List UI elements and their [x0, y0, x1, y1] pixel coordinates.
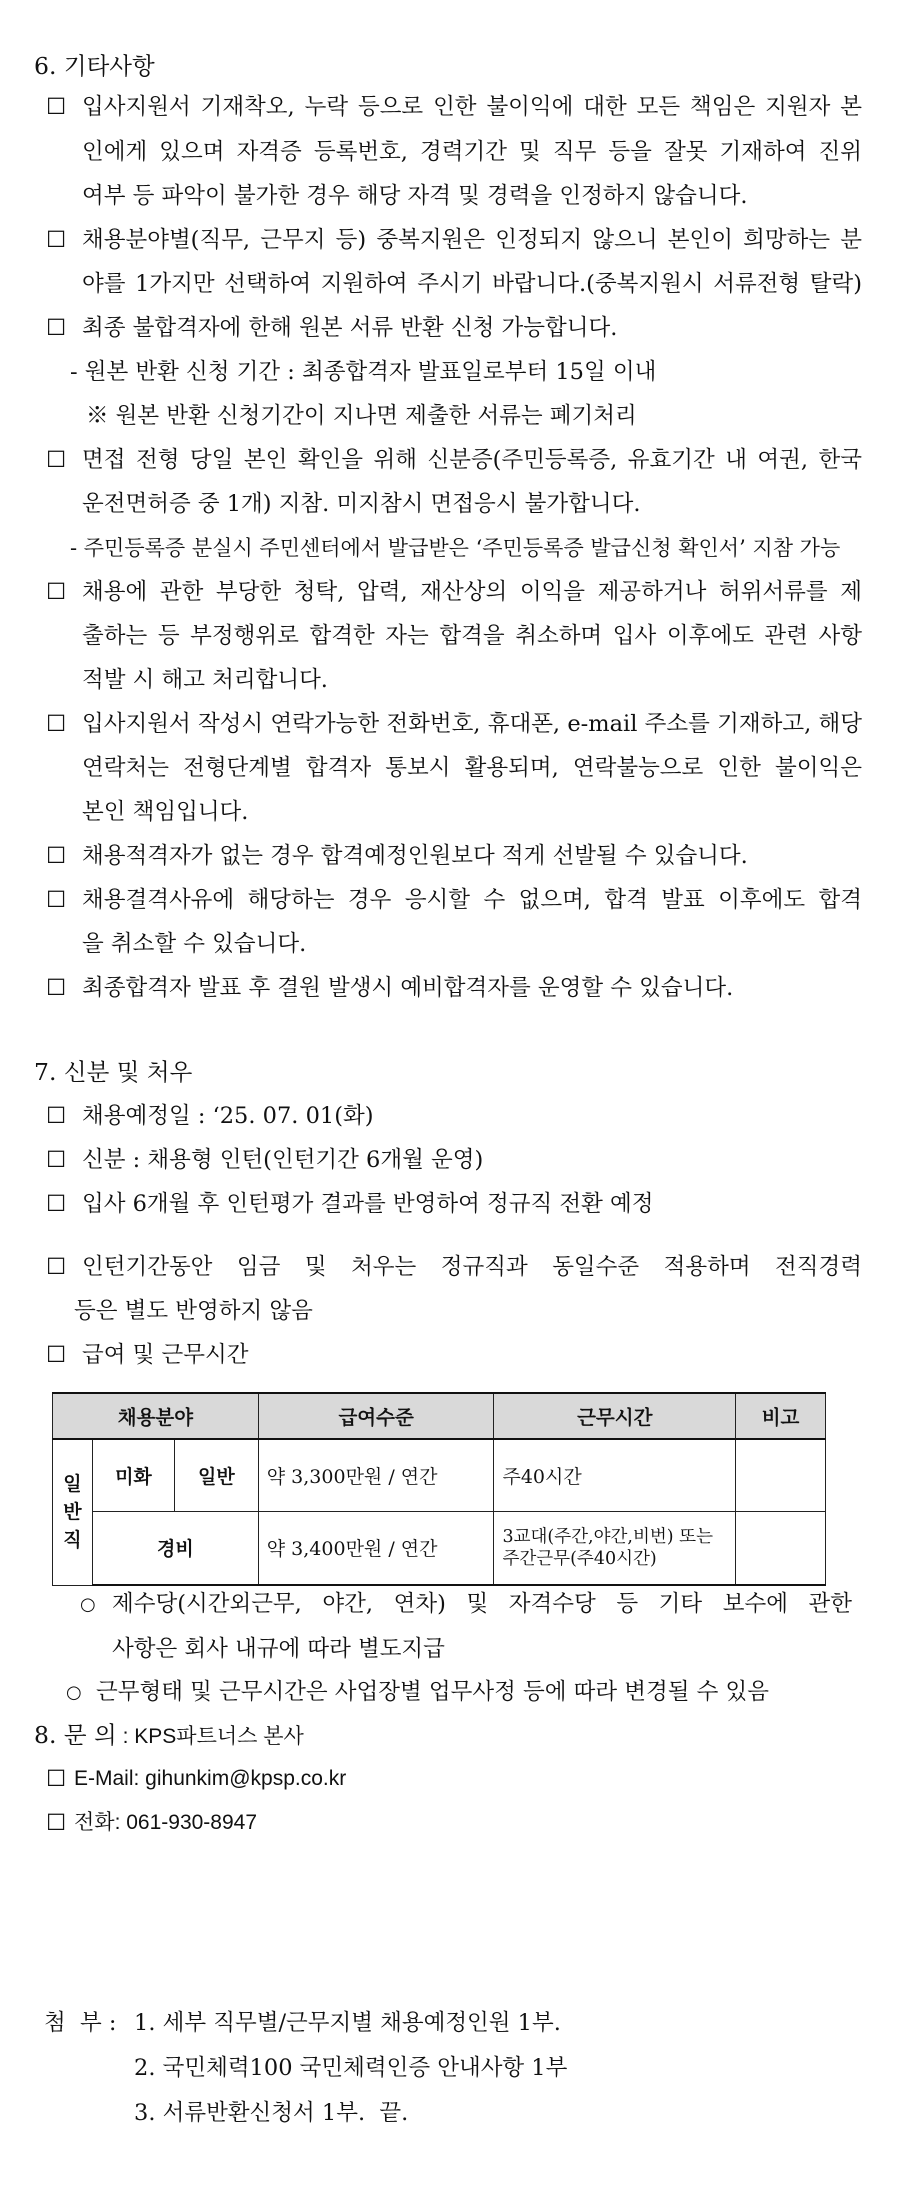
section-6-title: 6. 기타사항	[34, 52, 155, 80]
hours-line: 3교대(주간,야간,비번) 또는	[502, 1526, 713, 1547]
hours-cell: 주40시간	[494, 1439, 736, 1511]
sec7-status: 신분 : 채용형 인턴(인턴기간 6개월 운영)	[82, 1147, 484, 1173]
sec6-sub-id-loss: - 주민등록증 분실시 주민센터에서 발급받은 ‘주민등록증 발급신청 확인서’ 지참 가능	[70, 536, 841, 560]
checkbox-glyph: ☐	[46, 843, 67, 869]
header-note: 비고	[736, 1393, 826, 1439]
hours-cell	[494, 1511, 736, 1585]
bullet-circle: ○	[80, 1594, 96, 1615]
header-pay: 급여수준	[258, 1393, 494, 1439]
note-cell	[736, 1439, 826, 1511]
sec7-note1-line1: 제수당(시간외근무, 야간, 연차) 및 자격수당 등 기타 보수에 관한	[112, 1591, 852, 1617]
sec6-item3-line1: 최종 불합격자에 한해 원본 서류 반환 신청 가능합니다.	[82, 315, 618, 341]
section-8-label: 8. 문 의	[34, 1721, 117, 1749]
checkbox-glyph: ☐	[46, 1810, 67, 1836]
sec6-item4-line2: 운전면허증 중 1개) 지참. 미지참시 면접응시 불가합니다.	[82, 491, 641, 517]
checkbox-glyph: ☐	[46, 579, 67, 605]
sec6-item9-line1: 최종합격자 발표 후 결원 발생시 예비합격자를 운영할 수 있습니다.	[82, 975, 734, 1001]
bullet-circle: ○	[66, 1682, 82, 1703]
sec7-note1-line2: 사항은 회사 내규에 따라 별도지급	[112, 1636, 445, 1662]
sec6-item5-line1: 채용에 관한 부당한 청탁, 압력, 재산상의 이익을 제공하거나 허위서류를 제	[82, 579, 862, 605]
checkbox-glyph: ☐	[46, 887, 67, 913]
hours-line: 주간근무(주40시간)	[502, 1548, 657, 1569]
table-row	[53, 1511, 826, 1585]
section-7-title: 7. 신분 및 처우	[34, 1058, 193, 1086]
sec7-intern-wage-line2: 등은 별도 반영하지 않음	[74, 1298, 313, 1324]
table-header-row	[53, 1393, 826, 1439]
sec6-sub-return-period: - 원본 반환 신청 기간 : 최종합격자 발표일로부터 15일 이내	[70, 359, 657, 385]
attachment-item: 3. 서류반환신청서 1부. 끝.	[134, 2100, 409, 2126]
checkbox-glyph: ☐	[46, 1191, 67, 1217]
pay-table	[52, 1392, 826, 1586]
checkbox-glyph: ☐	[46, 227, 67, 253]
checkbox-glyph: ☐	[46, 315, 67, 341]
sec7-pay-hours: 급여 및 근무시간	[82, 1342, 249, 1368]
sec6-item1-line1: 입사지원서 기재착오, 누락 등으로 인한 불이익에 대한 모든 책임은 지원자 본	[82, 94, 862, 120]
attachment-label: 첨 부 :	[44, 2010, 117, 2036]
checkbox-glyph: ☐	[46, 975, 67, 1001]
table-row	[53, 1439, 826, 1511]
sec6-item1-line2: 인에게 있으며 자격증 등록번호, 경력기간 및 직무 등을 잘못 기재하여 진위	[82, 139, 862, 165]
sec6-item1-line3: 여부 등 파악이 불가한 경우 해당 자격 및 경력을 인정하지 않습니다.	[82, 183, 748, 209]
attachment-item: 1. 세부 직무별/근무지별 채용예정인원 1부.	[134, 2010, 561, 2036]
sec6-item8-line1: 채용결격사유에 해당하는 경우 응시할 수 없으며, 합격 발표 이후에도 합격	[82, 887, 862, 913]
contact-phone: 전화: 061-930-8947	[74, 1811, 258, 1834]
sec6-item6-line3: 본인 책임입니다.	[82, 799, 249, 825]
sec6-item6-line1: 입사지원서 작성시 연락가능한 전화번호, 휴대폰, e-mail 주소를 기재하고, 해당	[82, 711, 862, 737]
checkbox-glyph: ☐	[46, 1103, 67, 1129]
pay-cell: 약 3,400만원 / 연간	[258, 1511, 494, 1585]
sec6-item5-line3: 적발 시 해고 처리합니다.	[82, 667, 328, 693]
sec7-start-date: 채용예정일 : ‘25. 07. 01(화)	[82, 1103, 374, 1129]
pay-cell: 약 3,300만원 / 연간	[258, 1439, 494, 1511]
sec6-item6-line2: 연락처는 전형단계별 합격자 통보시 활용되며, 연락불능으로 인한 불이익은	[82, 755, 862, 781]
sec6-item4-line1: 면접 전형 당일 본인 확인을 위해 신분증(주민등록증, 유효기간 내 여권, 한국	[82, 447, 862, 473]
checkbox-glyph: ☐	[46, 1147, 67, 1173]
header-hours: 근무시간	[494, 1393, 736, 1439]
category-label: 일 반 직	[63, 1473, 82, 1552]
contact-email: E-Mail: gihunkim@kpsp.co.kr	[74, 1767, 347, 1790]
note-cell	[736, 1511, 826, 1585]
sec6-item8-line2: 을 취소할 수 있습니다.	[82, 931, 307, 957]
sec7-conversion: 입사 6개월 후 인턴평가 결과를 반영하여 정규직 전환 예정	[82, 1191, 654, 1217]
sec6-item5-line2: 출하는 등 부정행위로 합격한 자는 합격을 취소하며 입사 이후에도 관련 사항	[82, 623, 862, 649]
sec6-item2-line2: 야를 1가지만 선택하여 지원하여 주시기 바랍니다.(중복지원시 서류전형 탈락)	[82, 271, 862, 297]
sub-cell: 일반	[174, 1439, 258, 1511]
section-8-title	[34, 1720, 304, 1752]
checkbox-glyph: ☐	[46, 94, 67, 120]
checkbox-glyph: ☐	[46, 1342, 67, 1368]
sec6-item7-line1: 채용적격자가 없는 경우 합격예정인원보다 적게 선발될 수 있습니다.	[82, 843, 748, 869]
header-field: 채용분야	[53, 1393, 259, 1439]
section-8-contact-org: : KPS파트너스 본사	[116, 1725, 304, 1748]
field-cell: 경비	[92, 1511, 258, 1585]
checkbox-glyph: ☐	[46, 1766, 67, 1792]
sec7-intern-wage-line1: 인턴기간동안 임금 및 처우는 정규직과 동일수준 적용하며 전직경력	[82, 1254, 862, 1280]
checkbox-glyph: ☐	[46, 447, 67, 473]
field-cell: 미화	[92, 1439, 174, 1511]
checkbox-glyph: ☐	[46, 711, 67, 737]
sec6-item2-line1: 채용분야별(직무, 근무지 등) 중복지원은 인정되지 않으니 본인이 희망하는 분	[82, 227, 862, 253]
attachment-item: 2. 국민체력100 국민체력인증 안내사항 1부	[134, 2055, 568, 2081]
sec7-note2-line1: 근무형태 및 근무시간은 사업장별 업무사정 등에 따라 변경될 수 있음	[96, 1679, 769, 1705]
checkbox-glyph: ☐	[46, 1254, 67, 1280]
category-cell	[53, 1439, 93, 1585]
sec6-note-disposal: ※ 원본 반환 신청기간이 지나면 제출한 서류는 폐기처리	[86, 403, 637, 429]
